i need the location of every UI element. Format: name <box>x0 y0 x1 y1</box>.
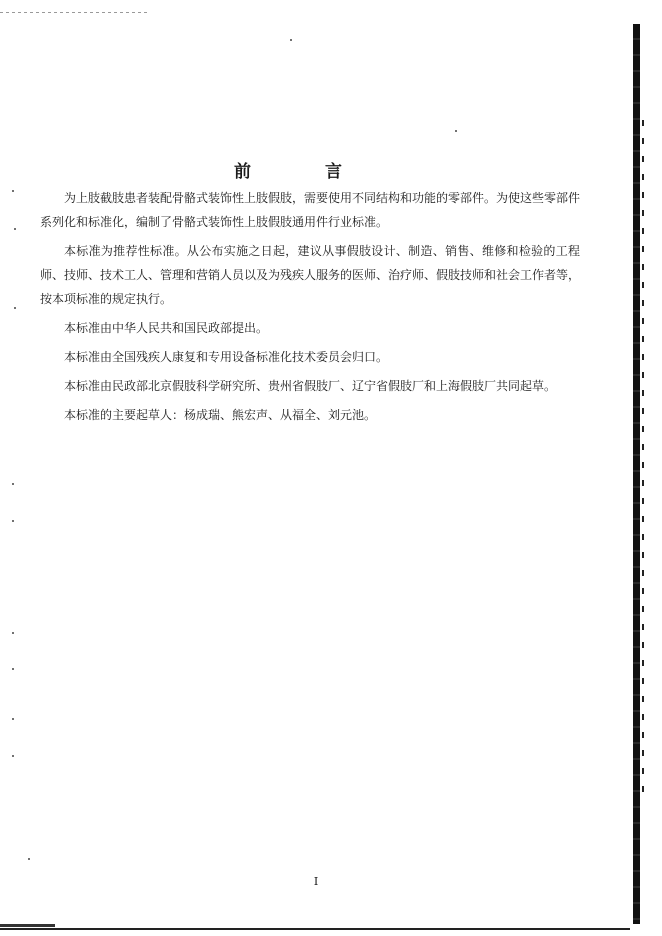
scan-speck <box>12 190 14 192</box>
scan-speck <box>12 668 14 670</box>
scan-speck <box>12 520 14 522</box>
paragraph-committee: 本标准由全国残疾人康复和专用设备标准化技术委员会归口。 <box>64 350 389 364</box>
scan-speck <box>12 755 14 757</box>
paragraph-proposer: 本标准由中华人民共和国民政部提出。 <box>64 321 269 335</box>
scan-speck <box>12 718 14 720</box>
scan-artifact-bottom-left <box>0 924 55 927</box>
document-body <box>40 186 580 432</box>
scan-speck <box>14 228 16 230</box>
scan-speck <box>290 39 292 41</box>
paragraph-drafting-units: 本标准由民政部北京假肢科学研究所、贵州省假肢厂、辽宁省假肢厂和上海假肢厂共同起草。 <box>64 379 557 393</box>
paragraph-drafters: 本标准的主要起草人：杨成瑞、熊宏声、从福全、刘元池。 <box>64 408 377 422</box>
scan-speck <box>12 632 14 634</box>
scan-speck <box>455 130 457 132</box>
page-title: 前 言 <box>234 162 376 183</box>
scan-speck <box>14 307 16 309</box>
scan-artifact-right-edge <box>633 24 640 924</box>
scan-artifact-top <box>0 12 150 13</box>
paragraph-scope: 本标准为推荐性标准。从公布实施之日起，建议从事假肢设计、制造、销售、维修和检验的工程师、技师、技术工人、管理和营销人员以及为残疾人服务的医师、治疗师、假肢技师和社会工作者等，按本项标准的规定执行。 <box>40 244 581 306</box>
scan-artifact-bottom-edge <box>0 928 630 930</box>
scan-artifact-right-edge-thin <box>642 120 644 800</box>
scan-speck <box>28 858 30 860</box>
page-number: I <box>313 875 319 888</box>
scan-speck <box>12 483 14 485</box>
paragraph-intro: 为上肢截肢患者装配骨骼式装饰性上肢假肢，需要使用不同结构和功能的零部件。为使这些零部件系列化和标准化，编制了骨骼式装饰性上肢假肢通用件行业标准。 <box>40 191 581 229</box>
